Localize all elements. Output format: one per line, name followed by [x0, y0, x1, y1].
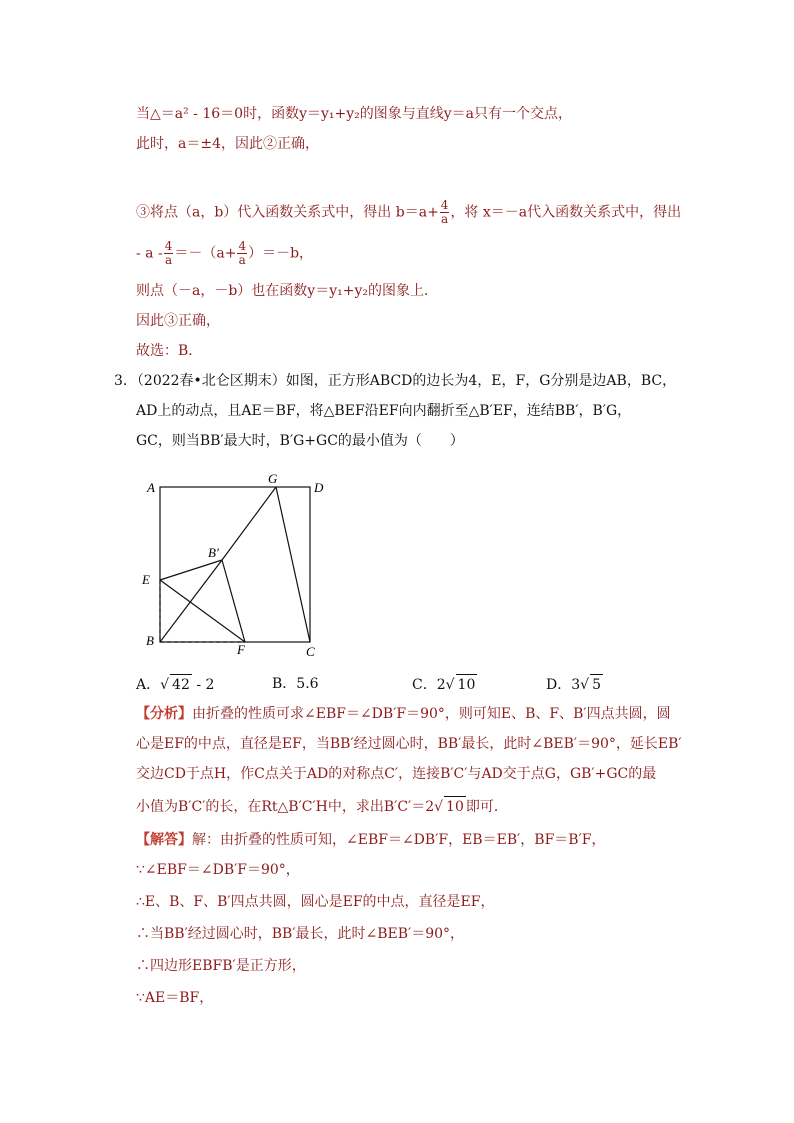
text-line-1: 当△＝a² - 16＝0时，函数y＝y₁+y₂的图象与直线y＝a只有一个交点， [136, 106, 573, 122]
analysis-line-1: 【分析】由折叠的性质可求∠EBF＝∠DB′F＝90°，则可知E、B、F、B′四点共圆，圆 [136, 706, 671, 722]
solution-line-1: 【解答】解：由折叠的性质可知，∠EBF＝∠DB′F，EB＝EB′，BF＝B′F， [136, 832, 606, 848]
text-line-6: 因此③正确， [136, 313, 220, 329]
label-c: C [306, 644, 315, 659]
label-b: B [146, 633, 154, 648]
text-line-2: 此时，a＝±4，因此②正确， [136, 136, 319, 152]
label-g: G [268, 471, 278, 486]
solution-line-3: ∴E、B、F、B′四点共圆，圆心是EF的中点，直径是EF， [136, 894, 495, 910]
label-d: D [314, 480, 324, 495]
solution-line-2: ∵∠EBF＝∠DB′F＝90°， [136, 862, 300, 878]
square-abcd [160, 487, 310, 642]
text-line-3b: ，将 x＝－a代入函数关系式中，得出 [450, 204, 682, 221]
segment-eb-prime [160, 560, 222, 580]
option-d[interactable]: D．3√ 5 [546, 674, 603, 695]
analysis-line-2: 心是EF的中点，直径是EF，当BB′经过圆心时，BB′最长，此时∠BEB′＝90°，延长EB′ [136, 736, 682, 752]
label-e: E [142, 572, 150, 587]
question-number: 3． [114, 373, 137, 389]
text-line-3a: ③将点（a，b）代入函数关系式中，得出 b＝a+ [136, 204, 439, 221]
label-b-prime: B′ [208, 545, 219, 560]
segment-gc [276, 487, 310, 642]
question-line-2: AD上的动点，且AE＝BF，将△BEF沿EF向内翻折至△B′EF，连结BB′，B′G， [136, 403, 632, 419]
fraction-4-over-a: $\frac{4}{a}$ [164, 239, 173, 267]
analysis-line-3: 交边CD于点H，作C点关于AD的对称点C′，连接B′C′与AD交于点G，GB′+GC的最 [136, 766, 657, 782]
label-f: F [237, 642, 245, 657]
text-line-3 [136, 199, 681, 226]
fraction-4-over-a: $\frac{4}{a}$ [440, 198, 449, 226]
segment-b-prime-g [222, 487, 276, 560]
question-line-1: 3．（2022春•北仑区期末）如图，正方形ABCD的边长为4，E，F，G分别是边AB，BC， [114, 373, 677, 389]
option-a[interactable]: A．√ 42 - 2 [136, 674, 214, 695]
text-line-7: 故选：B． [136, 343, 203, 359]
geometry-figure [130, 468, 340, 660]
solution-line-6: ∵AE＝BF， [136, 990, 214, 1006]
option-b[interactable]: B．5.6 [272, 676, 319, 692]
fraction-4-over-a: $\frac{4}{a}$ [238, 239, 247, 267]
option-c[interactable]: C．2√ 10 [412, 674, 477, 695]
solution-line-5: ∴四边形EBFB′是正方形， [136, 958, 306, 974]
question-line-3: GC，则当BB′最大时，B′G+GC的最小值为（ ） [136, 433, 464, 449]
solution-line-4: ∴当BB′经过圆心时，BB′最长，此时∠BEB′＝90°， [136, 926, 465, 942]
analysis-line-4: 小值为B′C′的长，在Rt△B′C′H中，求出B′C′＝2√ 10 即可． [136, 796, 508, 817]
label-a: A [147, 480, 155, 495]
text-line-5: 则点（－a，－b）也在函数y＝y₁+y₂的图象上． [136, 283, 438, 299]
text-line-4: - a - $\frac{4}{a}$ ＝－（a+ $\frac{4}{a}$ ）＝－b， [136, 239, 314, 267]
solution-tag: 【解答】 [136, 832, 192, 848]
segment-bb-prime [160, 560, 222, 642]
segment-ef [160, 580, 245, 642]
segment-b-prime-f [222, 560, 245, 642]
analysis-tag: 【分析】 [136, 706, 192, 722]
